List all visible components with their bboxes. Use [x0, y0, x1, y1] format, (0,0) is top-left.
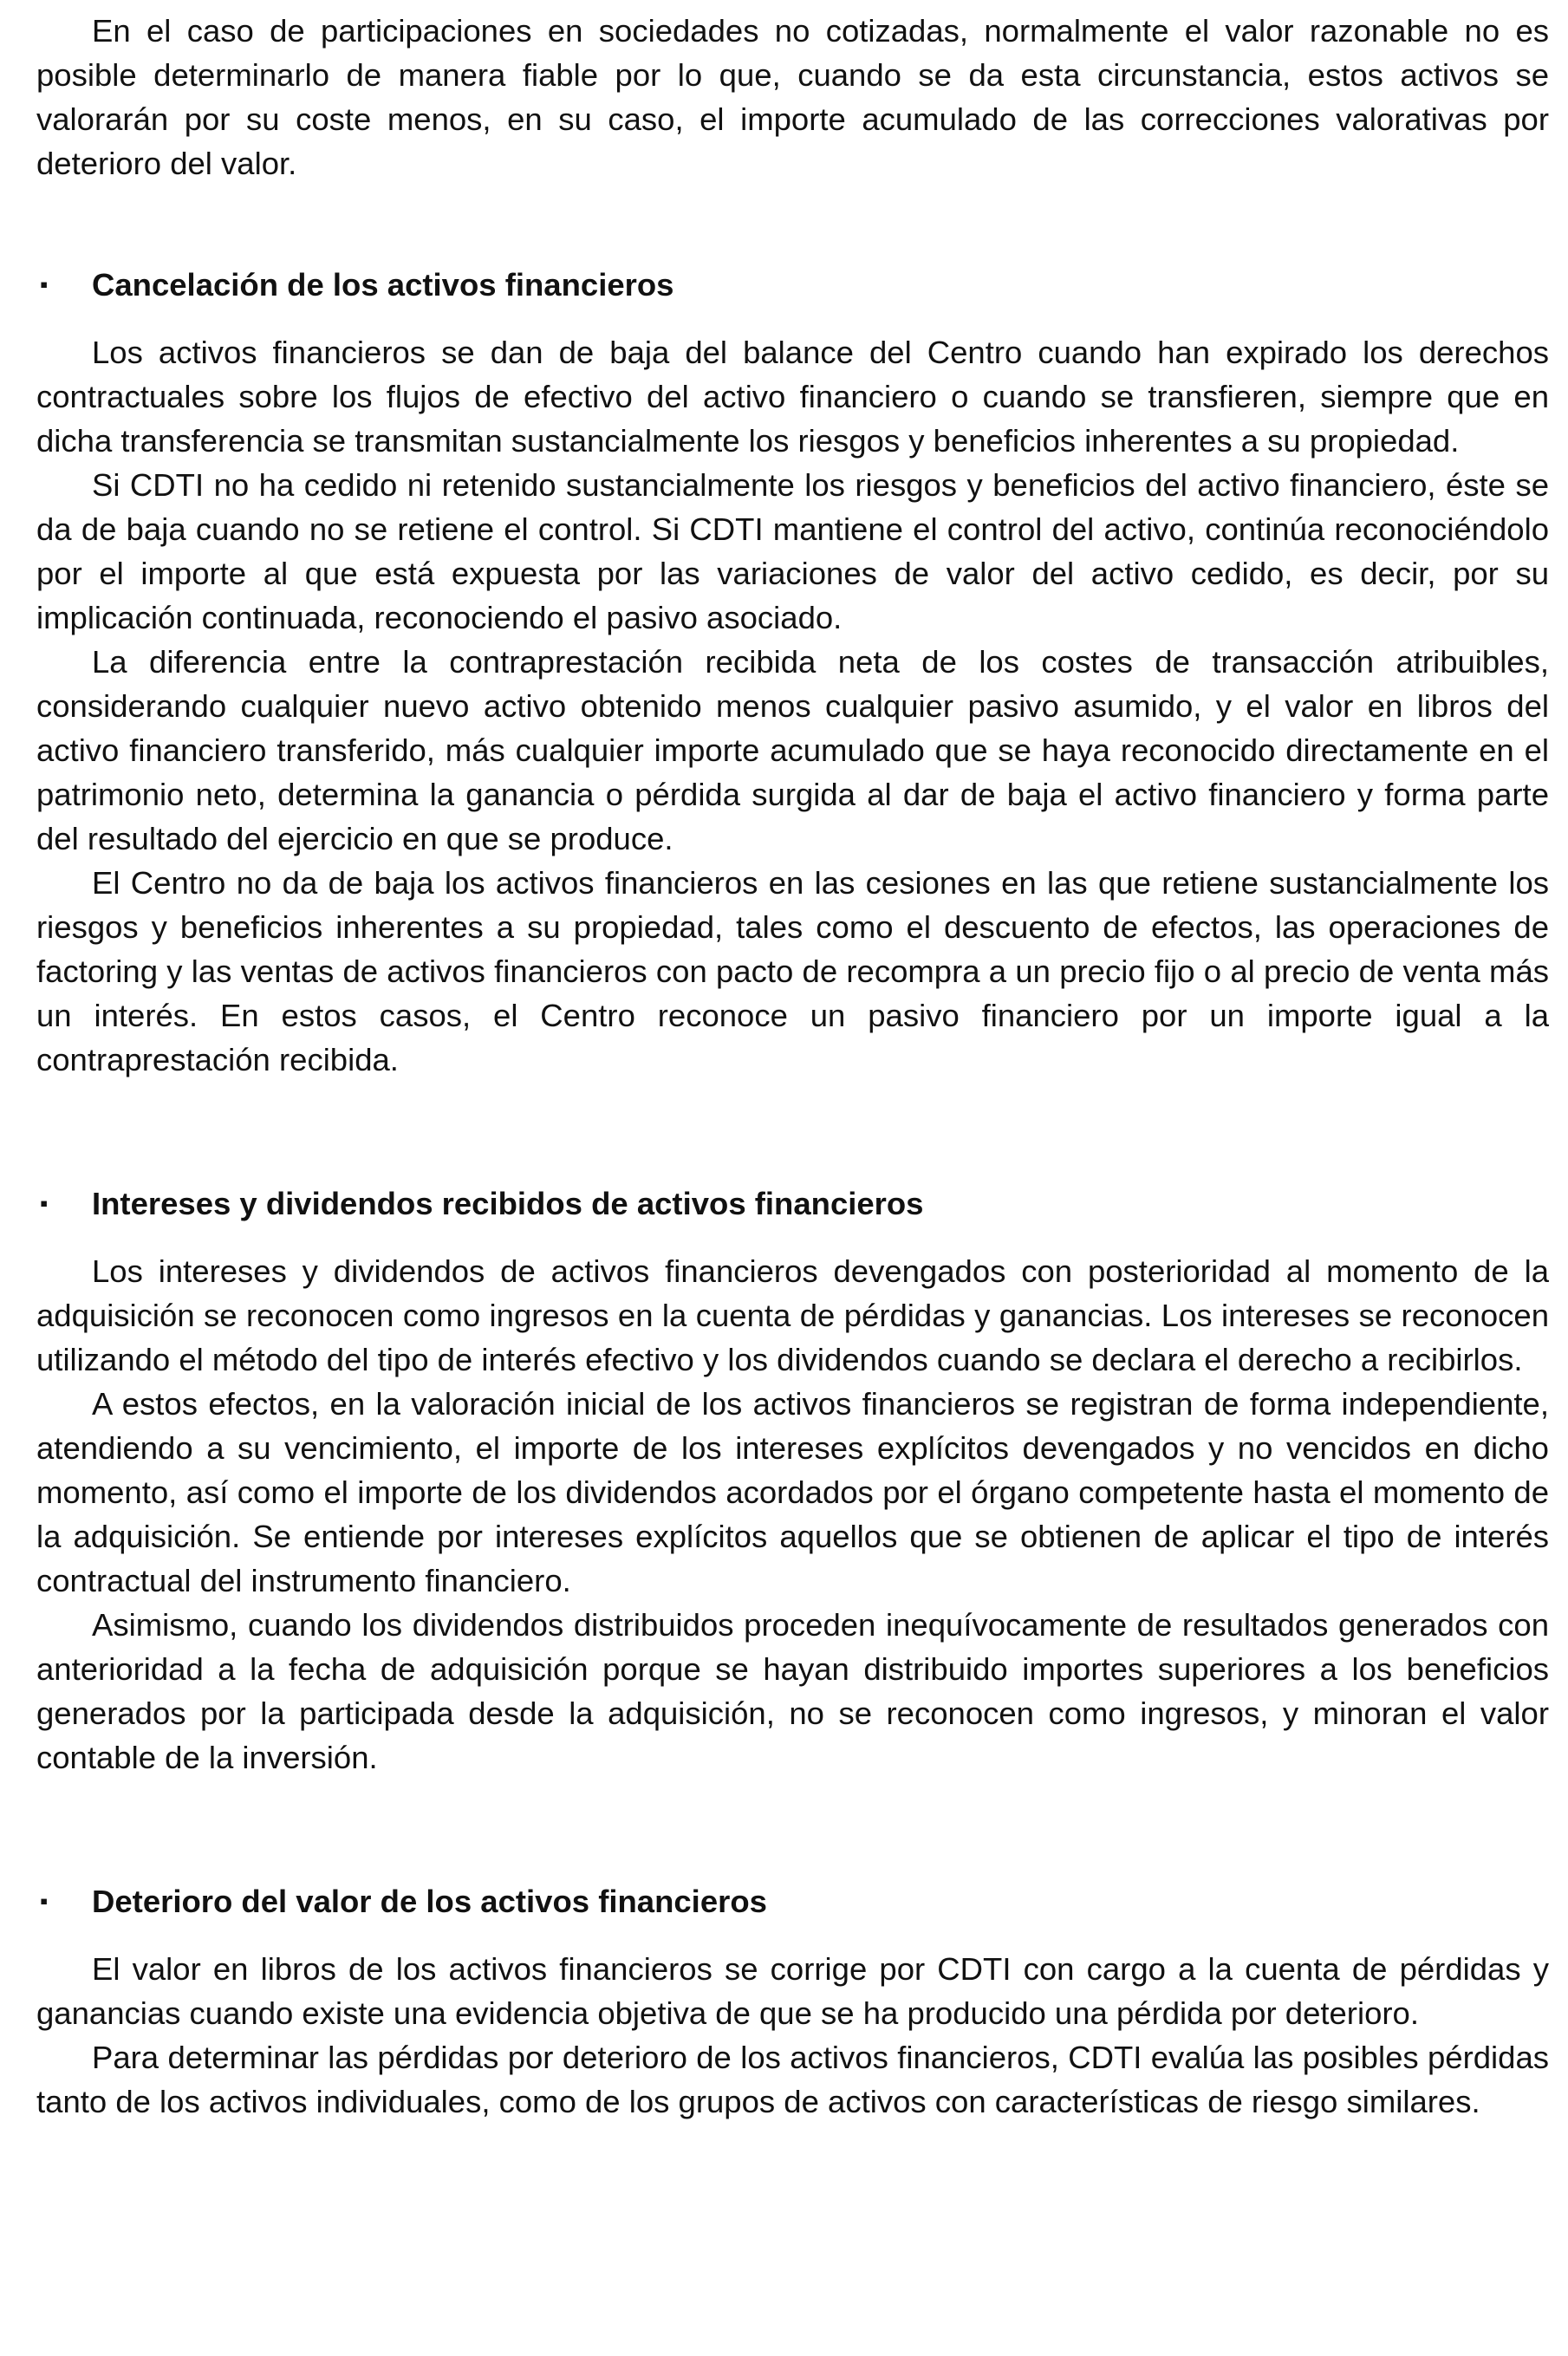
section-intereses-dividendos — [36, 1181, 1549, 1780]
section-paragraph: El Centro no da de baja los activos financieros en las cesiones en las que retiene sustancialmente los riesgos y beneficios inherentes a su propiedad, tales como el descuento de efectos, las operaciones de factoring y las ventas de activos financieros con pacto de recompra a un precio fijo o al precio de venta más un interés. En estos casos, el Centro reconoce un pasivo financiero por un importe igual a la contraprestación recibida. — [36, 865, 1549, 1077]
section-heading-text: Intereses y dividendos recibidos de activos financieros — [92, 1186, 924, 1221]
section-deterioro — [36, 1879, 1549, 2124]
section-heading — [36, 263, 1549, 307]
section-paragraph: El valor en libros de los activos financieros se corrige por CDTI con cargo a la cuenta de pérdidas y ganancias cuando existe una evidencia objetiva de que se ha producido una pérdida por deterioro. — [36, 1951, 1549, 2031]
section-paragraph: A estos efectos, en la valoración inicial de los activos financieros se registran de forma independiente, atendiendo a su vencimiento, el importe de los intereses explícitos devengados y no vencidos en dicho momento, así como el importe de los dividendos acordados por el órgano competente hasta el momento de la adquisición. Se entiende por intereses explícitos aquellos que se obtienen de aplicar el tipo de interés contractual del instrumento financiero. — [36, 1386, 1549, 1598]
section-heading-text: Deterioro del valor de los activos financieros — [92, 1884, 767, 1919]
bullet-icon: ▪ — [40, 1888, 49, 1914]
section-paragraph: Los intereses y dividendos de activos financieros devengados con posterioridad al momento de la adquisición se reconocen como ingresos en la cuenta de pérdidas y ganancias. Los intereses se reconocen utilizando el método del tipo de interés efectivo y los dividendos cuando se declara el derecho a recibirlos. — [36, 1253, 1549, 1377]
section-heading — [36, 1181, 1549, 1226]
section-heading — [36, 1879, 1549, 1923]
section-heading-text: Cancelación de los activos financieros — [92, 267, 674, 303]
section-paragraph: Los activos financieros se dan de baja del balance del Centro cuando han expirado los derechos contractuales sobre los flujos de efectivo del activo financiero o cuando se transfieren, siempre que en dicha transferencia se transmitan sustancialmente los riesgos y beneficios inherentes a su propiedad. — [36, 335, 1549, 459]
intro-paragraph: En el caso de participaciones en sociedades no cotizadas, normalmente el valor razonable no es posible determinarlo de manera fiable por lo que, cuando se da esta circunstancia, estos activos se valorarán por su coste menos, en su caso, el importe acumulado de las correcciones valorativas por deterioro del valor. — [36, 13, 1549, 181]
section-paragraph: Asimismo, cuando los dividendos distribuidos proceden inequívocamente de resultados generados con anterioridad a la fecha de adquisición porque se hayan distribuido importes superiores a los beneficios generados por la participada desde la adquisición, no se reconocen como ingresos, y minoran el valor contable de la inversión. — [36, 1607, 1549, 1775]
section-paragraph: Si CDTI no ha cedido ni retenido sustancialmente los riesgos y beneficios del activo financiero, éste se da de baja cuando no se retiene el control. Si CDTI mantiene el control del activo, continúa reconociéndolo por el importe al que está expuesta por las variaciones de valor del activo cedido, es decir, por su implicación continuada, reconociendo el pasivo asociado. — [36, 467, 1549, 635]
section-paragraph: La diferencia entre la contraprestación recibida neta de los costes de transacción atribuibles, considerando cualquier nuevo activo obtenido menos cualquier pasivo asumido, y el valor en libros del activo financiero transferido, más cualquier importe acumulado que se haya reconocido directamente en el patrimonio neto, determina la ganancia o pérdida surgida al dar de baja el activo financiero y forma parte del resultado del ejercicio en que se produce. — [36, 644, 1549, 856]
section-cancelacion — [36, 263, 1549, 1082]
section-paragraph: Para determinar las pérdidas por deterioro de los activos financieros, CDTI evalúa las posibles pérdidas tanto de los activos individuales, como de los grupos de activos con características de riesgo similares. — [36, 2040, 1549, 2119]
bullet-icon: ▪ — [40, 1190, 49, 1216]
bullet-icon: ▪ — [40, 271, 49, 297]
document-page — [36, 9, 1549, 2124]
